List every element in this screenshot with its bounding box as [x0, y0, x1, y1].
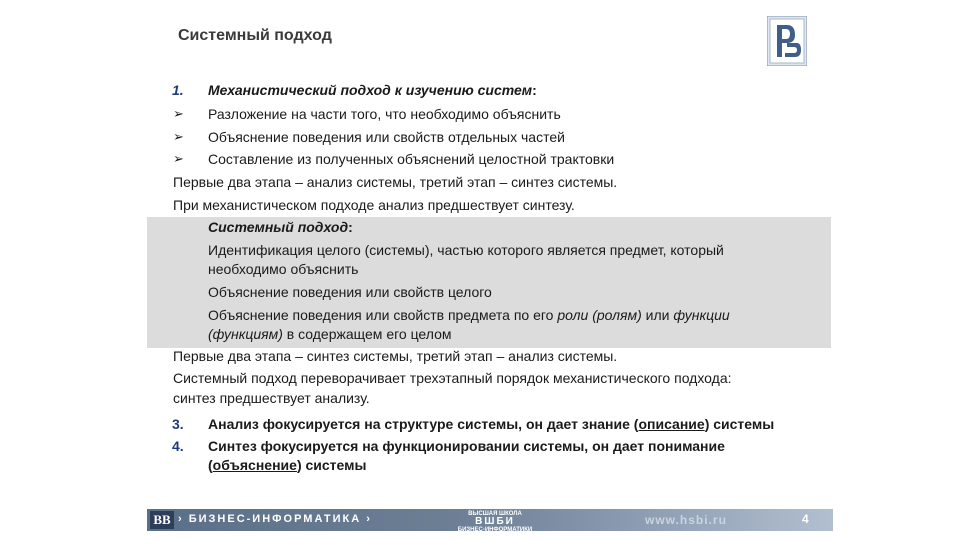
arrow-bullet-icon: ➢	[173, 129, 184, 144]
systems-line-part: или	[641, 307, 674, 323]
footer-school-acronym: ВШБИ	[475, 516, 515, 527]
systems-heading-colon: :	[348, 219, 353, 235]
mechanistic-heading-text: Механистический подход к изучению систем	[208, 82, 533, 98]
mechanistic-heading-colon: :	[532, 82, 537, 98]
numbered-item-continued	[208, 455, 366, 475]
paragraph: синтез предшествует анализу.	[173, 390, 370, 406]
paragraph: Системный подход переворачивает трехэтапный порядок механистического подхода:	[173, 370, 732, 386]
description-term: описание	[638, 416, 705, 432]
arrow-bullet-icon: ➢	[173, 151, 184, 166]
footer-logo-icon: ВВ	[150, 511, 174, 529]
footer-school-logo	[443, 511, 547, 533]
bullet-item: Разложение на части того, что необходимо объяснить	[208, 106, 561, 122]
numbered-item-text: (	[208, 457, 213, 473]
item-marker: 4.	[172, 438, 184, 454]
systems-line: Объяснение поведения или свойств целого	[208, 284, 492, 300]
paragraph: Первые два этапа – анализ системы, третий этап – синтез системы.	[173, 174, 618, 190]
systems-line-italic: функции	[673, 307, 730, 323]
footer-school-line: БИЗНЕС-ИНФОРМАТИКИ	[457, 527, 533, 533]
numbered-item-text: ) системы	[704, 416, 775, 432]
explanation-term: объяснение	[212, 457, 297, 473]
systems-line-italic: роли (ролям)	[557, 307, 642, 323]
footer-label: › БИЗНЕС-ИНФОРМАТИКА ›	[178, 513, 372, 525]
bullet-item: Составление из полученных объяснений целостной трактовки	[208, 151, 615, 167]
paragraph: При механистическом подходе анализ предшествует синтезу.	[173, 197, 575, 213]
systems-heading-text: Системный подход	[208, 219, 349, 235]
systems-line: Идентификация целого (системы), частью которого является предмет, который	[208, 242, 724, 258]
footer-school-line: ВЫСШАЯ ШКОЛА	[468, 511, 522, 517]
systems-line-part: Объяснение поведения или свойств предмета по его	[208, 307, 558, 323]
numbered-item	[208, 414, 774, 434]
arrow-bullet-icon: ➢	[173, 106, 184, 121]
systems-line-italic: (функциям)	[208, 326, 283, 342]
item-marker: 1.	[172, 82, 184, 98]
mechanistic-heading	[208, 80, 537, 100]
item-marker: 3.	[172, 416, 184, 432]
systems-line: необходимо объяснить	[208, 261, 359, 277]
bullet-item: Объяснение поведения или свойств отдельных частей	[208, 129, 565, 145]
paragraph: Первые два этапа – синтез системы, третий этап – анализ системы.	[173, 348, 618, 364]
systems-line	[208, 324, 452, 344]
numbered-item-text: Анализ фокусируется на структуре системы, он дает знание (	[208, 416, 639, 432]
systems-heading	[208, 217, 353, 237]
slide-title: Системный подход	[178, 27, 332, 44]
hse-logo-icon	[767, 16, 807, 66]
footer-url: www.hsbi.ru	[645, 513, 727, 527]
numbered-item-text: ) системы	[296, 457, 367, 473]
numbered-item: Синтез фокусируется на функционировании системы, он дает понимание	[208, 438, 725, 454]
systems-line-part: в содержащем его целом	[282, 326, 452, 342]
page-number: 4	[802, 512, 809, 526]
systems-line	[208, 305, 730, 325]
